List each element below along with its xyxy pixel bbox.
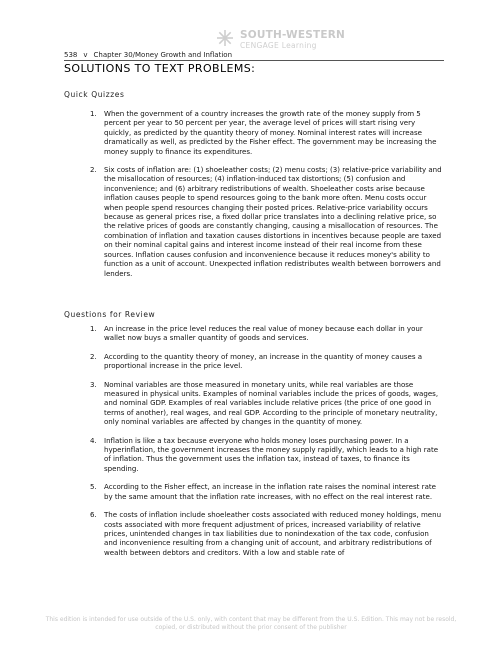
item-text: An increase in the price level reduces the real value of money because each dollar in your wallet now buys a smaller quantity of goods and services.: [104, 324, 423, 343]
list-item: [64, 380, 444, 427]
item-text: According to the quantity theory of money, an increase in the quantity of money causes a proportional increase in the price level.: [104, 351, 423, 371]
item-number: 1.: [90, 324, 97, 333]
publisher-star-icon: [216, 29, 234, 47]
publisher-name: SOUTH-WESTERN: [240, 29, 345, 41]
list-item: [64, 324, 444, 343]
list-item: [64, 510, 444, 557]
item-number: 2.: [90, 351, 97, 361]
page-number: 538: [64, 51, 78, 59]
item-text: Six costs of inflation are: (1) shoeleather costs; (2) menu costs; (3) relative-price variability and the misallocation of resources; (4) inflation-induced tax distortions; (5) confusion and inconvenience; and (6) arbitrary redistributions of wealth. Shoeleather costs arise because inflation causes people to spend resources going to the bank more often. Menu costs occur when people spend resources changing their posted prices. Relative-price variability occurs because as general prices rise, a fixed dollar price translates into a declining relative price, so the relative prices of goods are constantly changing, causing a misallocation of resources. The combination of inflation and taxation causes distortions in incentives because people are taxed on their nominal capital gains and interest income instead of their real income from these sources. Inflation causes confusion and inconvenience because it reduces money's ability to function as a unit of account. Unexpected inflation redistributes wealth between borrowers and lenders.: [104, 165, 442, 278]
item-number: 5.: [90, 482, 97, 492]
list-item: [64, 436, 444, 474]
item-text: The costs of inflation include shoeleather costs associated with reduced money holdings, menu costs associated with more frequent adjustment of prices, increased variability of relative prices, unintended changes in tax liabilities due to nonindexation of the tax code, confusion and inconvenience resulting from a changing unit of account, and arbitrary redistributions of wealth between debtors and creditors. With a low and stable rate of: [104, 510, 442, 557]
list-item: [64, 482, 444, 501]
chapter-title: Chapter 30/Money Growth and Inflation: [93, 51, 233, 59]
publisher-logo: [216, 29, 345, 53]
item-number: 3.: [90, 379, 97, 389]
running-head: [64, 51, 232, 59]
item-text: Nominal variables are those measured in monetary units, while real variables are those measured in physical units. Examples of nominal variables include the prices of goods, wages, and nominal GDP. Examples of real variables include relative prices (the price of one good in terms of another), real wages, and real GDP. According to the principle of monetary neutrality, only nominal variables are affected by changes in the quantity of money.: [104, 379, 439, 427]
quick-quizzes-heading: Quick Quizzes: [64, 90, 125, 99]
list-item: [64, 109, 444, 156]
list-item: [64, 165, 444, 278]
item-text: When the government of a country increases the growth rate of the money supply from 5 percent per year to 50 percent per year, the average level of prices will start rising very quickly, as predicted by the quantity theory of money. Nominal interest rates will increase dramatically as well, as predicted by the Fisher effect. The government may be increasing the money supply to finance its expenditures.: [104, 109, 437, 156]
item-text: Inflation is like a tax because everyone who holds money loses purchasing power. In a hyperinflation, the government increases the money supply rapidly, which leads to a high rate of inflation. Thus the government uses the inflation tax, instead of taxes, to finance its spending.: [104, 435, 439, 473]
questions-review-list: [64, 324, 444, 566]
publisher-subname: CENGAGE Learning: [240, 41, 317, 50]
item-number: 4.: [90, 435, 97, 445]
list-item: [64, 352, 444, 371]
item-text: According to the Fisher effect, an increase in the inflation rate raises the nominal interest rate by the same amount that the inflation rate increases, with no effect on the real interest rate.: [104, 482, 436, 501]
running-head-separator: v: [83, 51, 88, 59]
footer-notice: This edition is intended for use outside of the U.S. only, with content that may be different from the U.S. Edition. This may not be resold, copied, or distributed without the prior consent of the publisher: [45, 616, 457, 631]
header-rule: [64, 60, 444, 61]
item-number: 1.: [90, 109, 97, 118]
item-number: 2.: [90, 165, 97, 175]
questions-review-heading: Questions for Review: [64, 310, 156, 319]
item-number: 6.: [90, 510, 97, 520]
quick-quizzes-list: [64, 109, 444, 287]
section-title: SOLUTIONS TO TEXT PROBLEMS:: [64, 62, 256, 75]
